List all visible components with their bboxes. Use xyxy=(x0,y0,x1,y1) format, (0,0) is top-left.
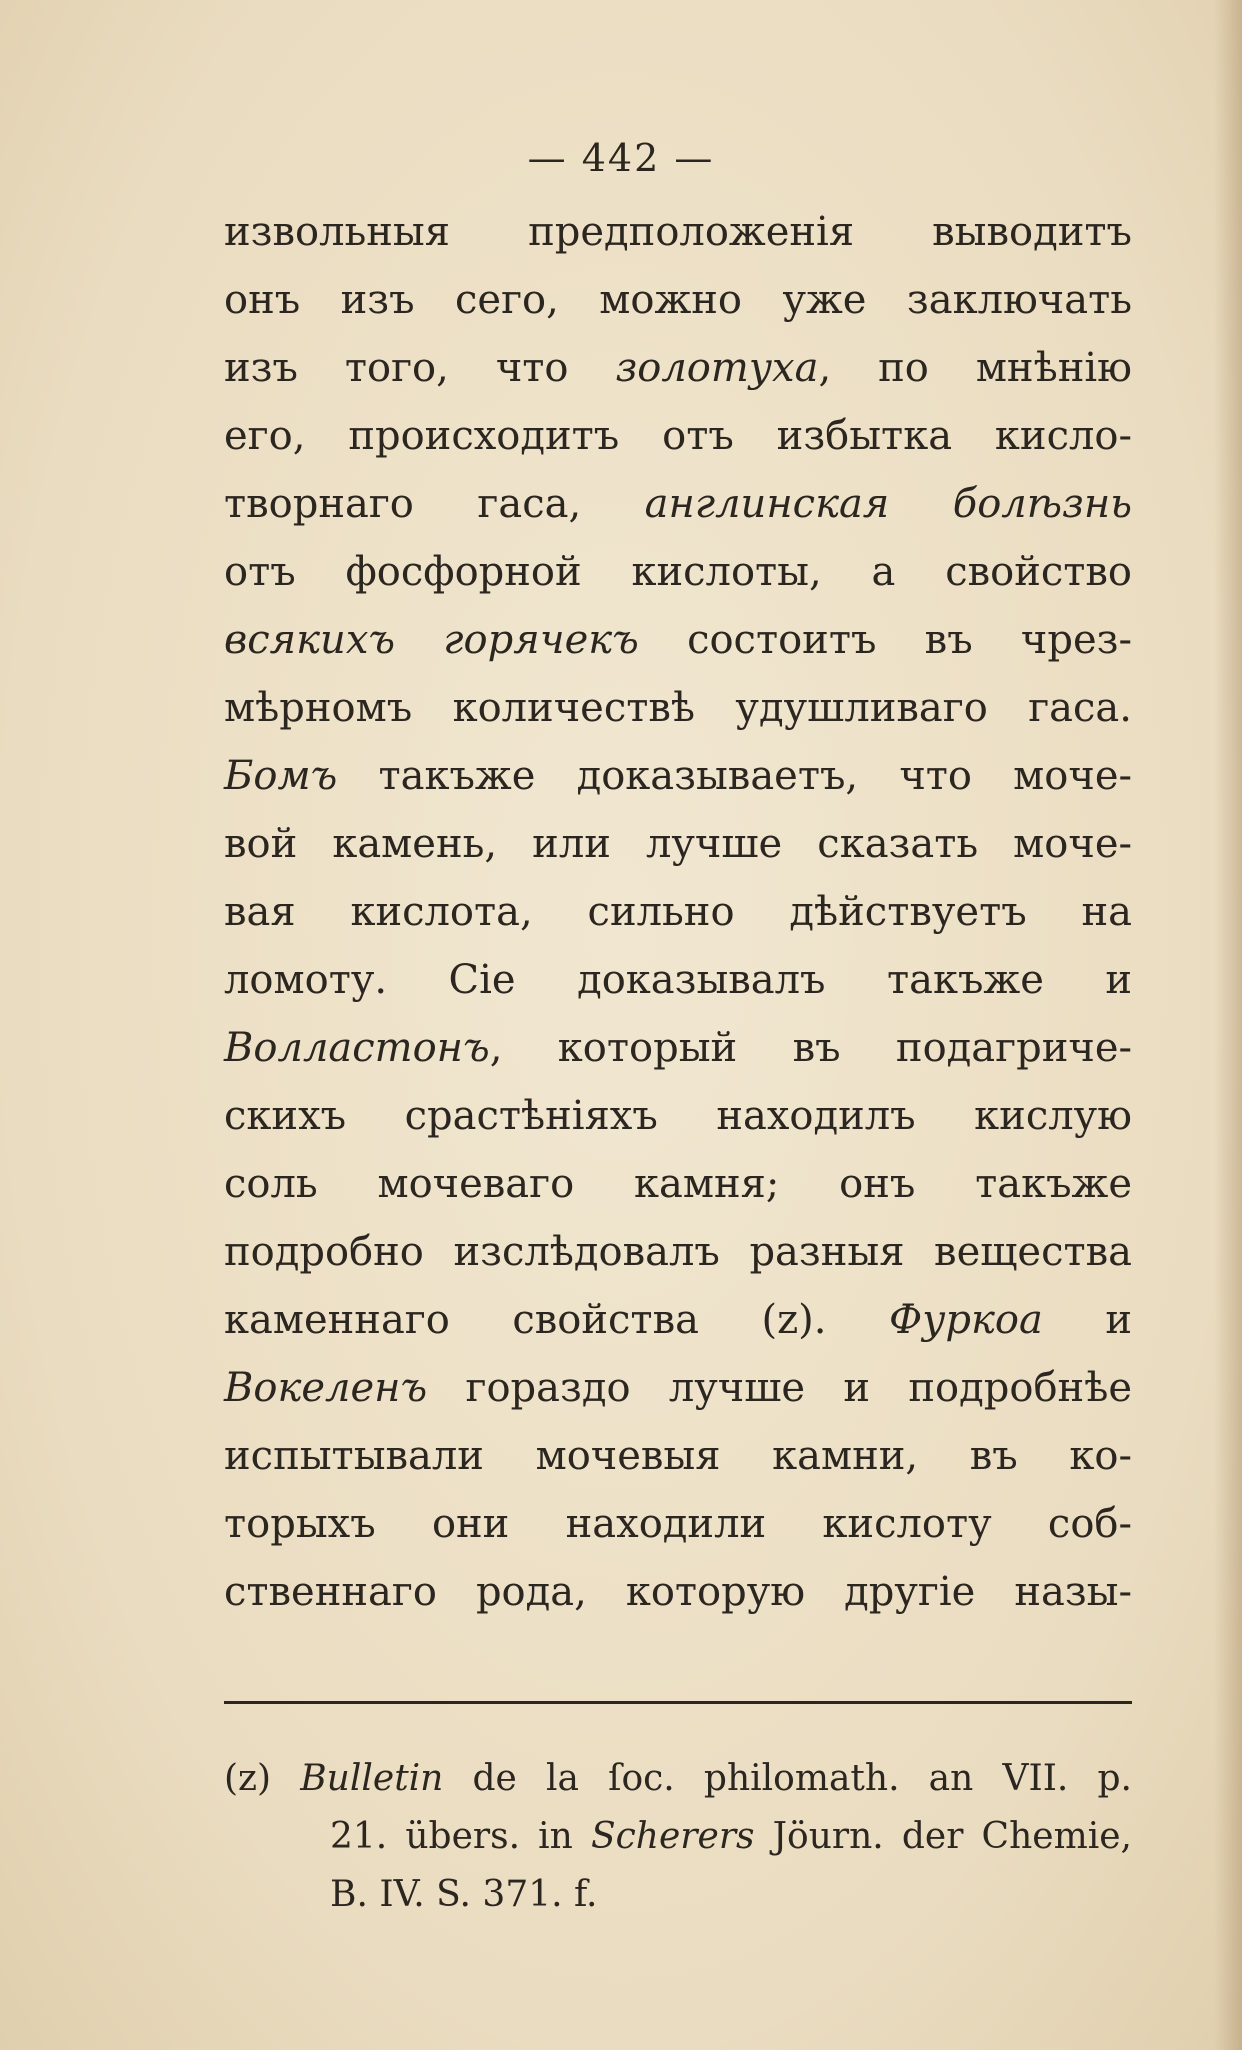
text-segment: гораздо лучше и подробнѣе xyxy=(427,1365,1132,1411)
text-line xyxy=(224,1014,1132,1082)
text-line xyxy=(224,198,1132,266)
footnote-line xyxy=(224,1750,1132,1808)
text-line xyxy=(224,1286,1132,1354)
text-segment: подробно изслѣдовалъ разныя вещества xyxy=(224,1229,1132,1275)
text-segment: Jöurn. der Chemie, xyxy=(754,1816,1132,1857)
italic-text: Scherers xyxy=(590,1816,755,1857)
text-segment: изъ того, что xyxy=(224,345,616,391)
text-line xyxy=(224,1082,1132,1150)
text-segment: каменнаго свойства (z). xyxy=(224,1297,889,1343)
text-line xyxy=(224,606,1132,674)
text-segment: состоитъ въ чрез- xyxy=(638,617,1132,663)
italic-text: золотуха xyxy=(615,345,819,391)
text-segment: вой камень, или лучше сказать моче- xyxy=(224,821,1132,867)
text-segment: de la ſoc. philomath. an VII. p. xyxy=(443,1758,1133,1799)
text-segment: 21. übers. in xyxy=(330,1816,591,1857)
text-line xyxy=(224,810,1132,878)
text-segment: онъ изъ сего, можно уже заключать xyxy=(224,277,1132,323)
text-line xyxy=(224,470,1132,538)
text-segment: извольныя предположенія выводитъ xyxy=(224,209,1132,255)
text-segment: торыхъ они находили кислоту соб- xyxy=(224,1501,1132,1547)
italic-text: англинская болѣзнь xyxy=(644,481,1132,527)
text-segment: мѣрномъ количествѣ удушливаго гаса. xyxy=(224,685,1132,731)
text-segment: B. IV. S. 371. f. xyxy=(330,1874,598,1915)
text-segment: , который въ подагриче- xyxy=(489,1025,1132,1071)
italic-text: Вокеленъ xyxy=(224,1365,428,1411)
text-segment: (z) xyxy=(224,1758,301,1799)
text-segment: и xyxy=(1042,1297,1132,1343)
text-line xyxy=(224,742,1132,810)
text-line xyxy=(224,1558,1132,1626)
italic-text: Бомъ xyxy=(224,753,338,799)
italic-text: Волластонъ xyxy=(224,1025,490,1071)
text-line xyxy=(224,1354,1132,1422)
text-segment: испытывали мочевыя камни, въ ко- xyxy=(224,1433,1132,1479)
text-segment: ственнаго рода, которую другіе назы- xyxy=(224,1569,1132,1615)
text-segment: ломоту. Сіе доказывалъ такъже и xyxy=(224,957,1132,1003)
text-line xyxy=(224,1422,1132,1490)
text-line xyxy=(224,1490,1132,1558)
text-segment: отъ фосфорной кислоты, а свойство xyxy=(224,549,1132,595)
text-segment: вая кислота, сильно дѣйствуетъ на xyxy=(224,889,1132,935)
text-segment: творнаго гаса, xyxy=(224,481,645,527)
page-number: — 442 — xyxy=(527,136,715,180)
text-line xyxy=(224,878,1132,946)
text-line xyxy=(224,266,1132,334)
text-line xyxy=(224,334,1132,402)
text-segment: , по мнѣнію xyxy=(818,345,1132,391)
page-edge-shadow xyxy=(1214,0,1242,2050)
footnote-line xyxy=(224,1808,1132,1866)
text-line xyxy=(224,1218,1132,1286)
body-text xyxy=(224,198,1132,1626)
text-line xyxy=(224,402,1132,470)
text-line xyxy=(224,538,1132,606)
footnote-line xyxy=(224,1866,1132,1924)
text-line xyxy=(224,946,1132,1014)
text-segment: соль мочеваго камня; онъ такъже xyxy=(224,1161,1132,1207)
footnote xyxy=(224,1750,1132,1924)
text-line xyxy=(224,1150,1132,1218)
italic-text: Bulletin xyxy=(300,1758,444,1799)
text-segment: такъже доказываетъ, что моче- xyxy=(337,753,1132,799)
text-segment: его, происходитъ отъ избытка кисло- xyxy=(224,413,1132,459)
italic-text: Фуркоа xyxy=(888,1297,1043,1343)
text-line xyxy=(224,674,1132,742)
footnote-rule xyxy=(224,1701,1132,1704)
italic-text: всякихъ горячекъ xyxy=(224,617,639,663)
text-segment: скихъ срастѣніяхъ находилъ кислую xyxy=(224,1093,1132,1139)
